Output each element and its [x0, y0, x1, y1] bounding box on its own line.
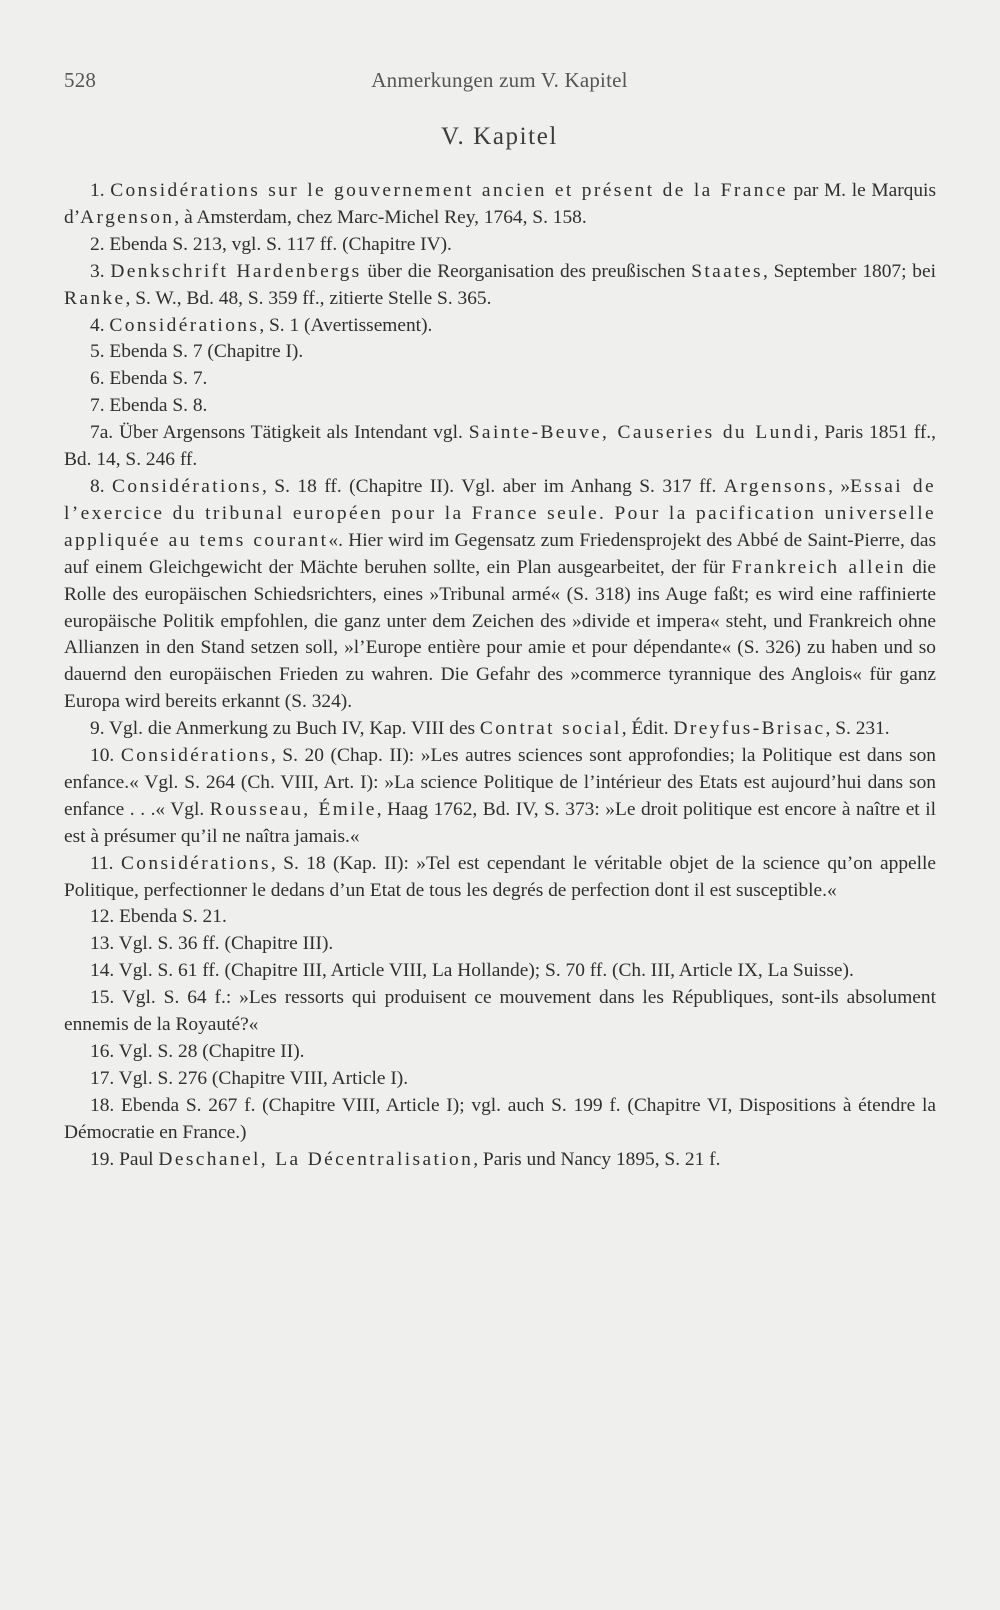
endnote-text: die Rolle des europäischen Schiedsrichters, eines »Tribunal armé« (S. 318) ins Auge faßt; es wird eine raffinierte europäische Politik empfohlen, die ganz unter dem Zeichen des »divide et impera« steht, und Frankreich ohne Allianzen in den Stand setzen soll, »l’Europe entière pour amie et pour dépendante« (S. 326) zu haben und so dauernd den europäischen Frieden zu wahren. Die Gefahr des »commerce tyrannique des Anglois« für ganz Europa wird bereits erkannt (S. 324). [64, 556, 936, 713]
endnote [64, 393, 936, 420]
endnote-text: 6. Ebenda S. 7. [90, 368, 208, 390]
endnote-text: , Paris und Nancy 1895, S. 21 f. [473, 1148, 721, 1170]
endnote-spaced-text: Sainte-Beuve, Causeries du Lundi [468, 422, 814, 444]
endnote-text: 7a. Über Argensons Tätigkeit als Intendant vgl. [90, 422, 469, 444]
endnote [64, 716, 936, 743]
endnote-text: 7. Ebenda S. 8. [90, 395, 208, 417]
chapter-heading: V. Kapitel [441, 123, 558, 150]
endnote-spaced-text: Staates [691, 260, 763, 282]
endnote [64, 259, 936, 313]
endnote-text: , S. 18 ff. (Chapitre II). Vgl. aber im Anhang S. 317 ff. [261, 475, 724, 497]
endnote-text: , S. 1 (Avertissement). [259, 314, 433, 336]
endnote-spaced-text: Contrat social [479, 718, 622, 740]
endnote-spaced-text: Rousseau, Émile [209, 798, 377, 820]
endnote-text: , S. 20 (Chap. II): »Les autres sciences sont approfondies; la Politique est dans son enfance.« Vgl. S. 264 (Ch. VIII, Art. I): »La science Politique de l’intérieur des Etats est aujourd’hui dans son enfance . . .« Vgl. [64, 745, 936, 820]
endnote-text: 16. Vgl. S. 28 (Chapitre II). [90, 1041, 305, 1062]
endnote [64, 339, 936, 366]
endnote [64, 366, 936, 393]
endnote-text: , à Amsterdam, chez Marc-Michel Rey, 1764, S. 158. [174, 206, 587, 228]
endnote-text: 14. Vgl. S. 61 ff. (Chapitre III, Article VIII, La Hollande); S. 70 ff. (Ch. III, Article IX, La Suisse). [90, 960, 854, 982]
endnote [64, 743, 936, 851]
endnote [64, 985, 936, 1039]
endnote [64, 313, 936, 340]
endnote-spaced-text: Considérations [120, 852, 271, 874]
endnote [64, 1093, 936, 1147]
endnote-spaced-text: Dreyfus-Brisac [673, 718, 826, 740]
endnote-text: 2. Ebenda S. 213, vgl. S. 117 ff. (Chapitre IV). [90, 233, 452, 255]
endnote-text: 13. Vgl. S. 36 ff. (Chapitre III). [90, 933, 334, 955]
endnote-text: , S. 18 (Kap. II): »Tel est cependant le véritable objet de la science qu’on appelle Politique, perfectionner le dedans d’un Etat de tous les degrés de perfection dont il est susceptible.« [64, 852, 936, 901]
endnote-spaced-text: Argenson [80, 206, 175, 228]
endnote-text: 3. [90, 260, 111, 282]
endnote [64, 931, 936, 958]
endnote-text: über die Reorganisation des preußischen [361, 260, 692, 282]
endnote-text: 10. [90, 745, 121, 767]
endnote-text: , S. W., Bd. 48, S. 359 ff., zitierte Stelle S. 365. [125, 287, 492, 309]
endnote-text: 17. Vgl. S. 276 (Chapitre VIII, Article I). [90, 1067, 409, 1089]
endnote-text: 9. Vgl. die Anmerkung zu Buch IV, Kap. VIII des [90, 718, 480, 740]
endnote [64, 1066, 936, 1093]
endnote-spaced-text: Considérations sur le gouvernement ancien et présent de la France [110, 180, 788, 201]
endnote-text: 18. Ebenda S. 267 f. (Chapitre VIII, Article I); vgl. auch S. 199 f. (Chapitre VI, Dispositions à étendre la Démocratie en France.) [64, 1094, 936, 1143]
endnote-spaced-text: Considérations [120, 745, 271, 767]
endnote [64, 1147, 936, 1174]
running-title: Anmerkungen zum V. Kapitel [371, 68, 628, 92]
endnote-text: 11. [90, 852, 121, 874]
endnote-text: 8. [90, 475, 113, 497]
endnote [64, 1039, 936, 1066]
page-number: 528 [64, 68, 97, 92]
endnote-text: , Édit. [621, 718, 674, 740]
endnote-text: par M. le Marquis d’ [64, 180, 936, 228]
endnote [64, 474, 936, 716]
endnote-text: , S. 231. [825, 718, 890, 740]
endnote-text: 15. Vgl. S. 64 f.: »Les ressorts qui produisent ce mouvement dans les Républiques, sont-ils absolument ennemis de la Royauté?« [64, 987, 936, 1036]
endnote [64, 851, 936, 905]
endnote-spaced-text: Considérations [112, 475, 262, 497]
endnote-spaced-text: Frankreich allein [731, 556, 906, 578]
endnote-spaced-text: Denkschrift Hardenbergs [110, 260, 362, 282]
endnote-text: 1. [90, 180, 111, 201]
endnote [64, 904, 936, 931]
endnote-spaced-text: Considérations [109, 314, 260, 336]
endnote-text: , September 1807; bei [762, 260, 936, 282]
endnote-text: 19. Paul [90, 1148, 159, 1170]
endnote-text: , » [828, 475, 851, 497]
endnote-spaced-text: Deschanel, La Décentralisation [158, 1148, 474, 1170]
endnote-text: «. Hier wird im Gegensatz zum Friedensprojekt des Abbé de Saint-Pierre, das auf einem Gleichgewicht der Mächte beruhen sollte, ein Plan ausgearbeitet, der für [64, 529, 936, 578]
endnote-text: , Haag 1762, Bd. IV, S. 373: »Le droit politique est encore à naître et il est à présumer qu’il ne naîtra jamais.« [64, 798, 936, 847]
endnote-spaced-text: Essai de l’exercice du tribunal européen pour la France seule. Pour la pacification universelle appliquée au tems courant [64, 475, 937, 551]
endnote [64, 232, 936, 259]
endnote-spaced-text: Argensons [723, 475, 829, 497]
endnote [64, 420, 936, 474]
running-head [64, 68, 935, 98]
endnote-text: 4. [90, 314, 110, 336]
endnote [64, 178, 936, 232]
endnote-text: 12. Ebenda S. 21. [90, 906, 227, 928]
endnotes-list [64, 178, 936, 1174]
endnote [64, 958, 936, 985]
endnote-text: , Paris 1851 ff., Bd. 14, S. 246 ff. [64, 422, 936, 471]
endnote-spaced-text: Ranke [64, 287, 126, 309]
endnote-text: 5. Ebenda S. 7 (Chapitre I). [90, 341, 304, 363]
